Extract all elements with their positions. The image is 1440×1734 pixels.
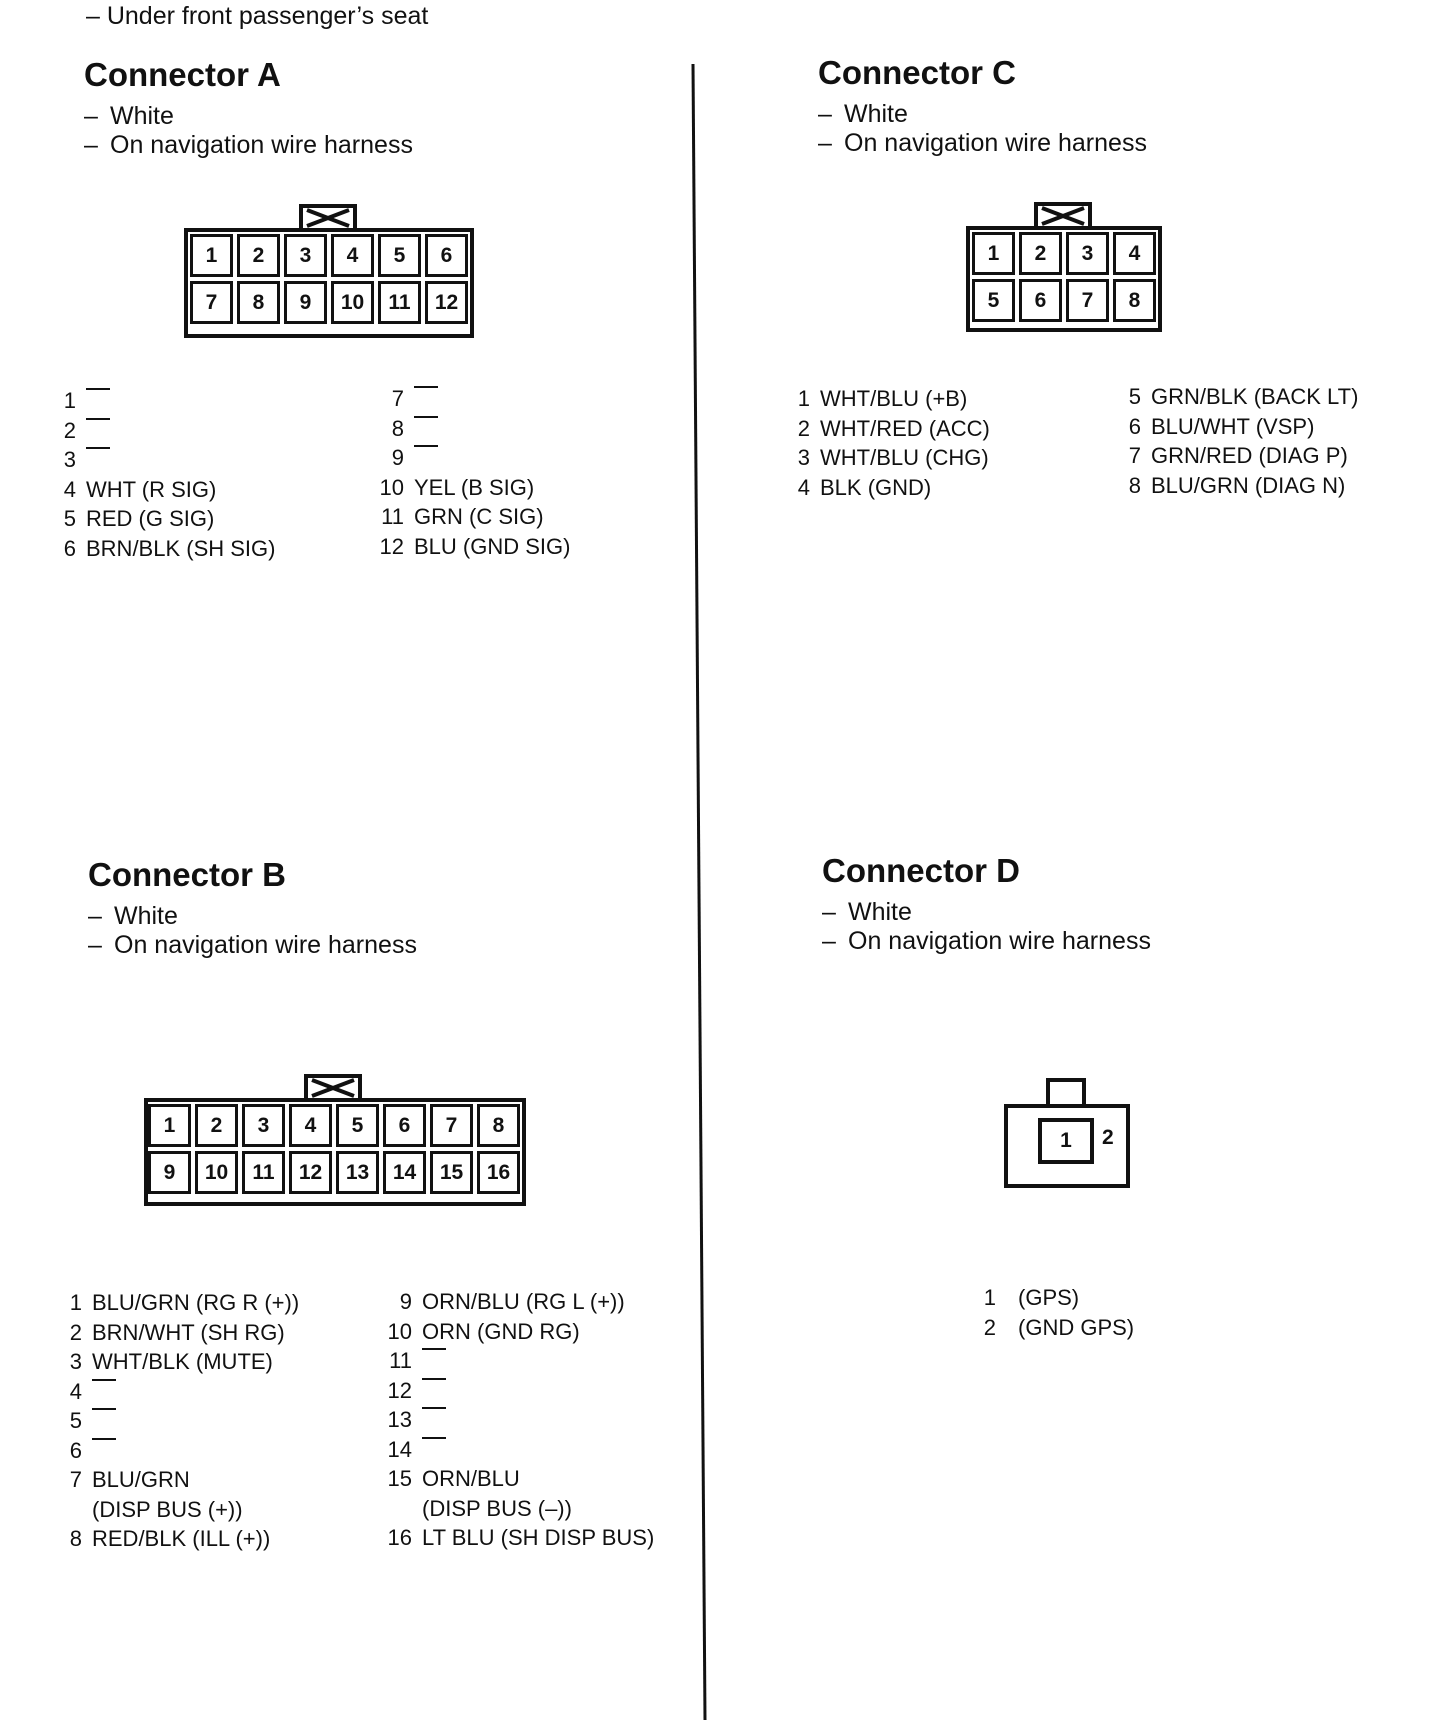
pin-number: 9 <box>399 1289 412 1314</box>
unused-pin-dash <box>92 1438 116 1440</box>
connector-a-pin: 5 <box>378 234 421 277</box>
wire-description: GRN/BLK (BACK LT) <box>1151 384 1359 409</box>
unused-pin-dash <box>422 1437 446 1439</box>
pin-number: 3 <box>797 445 810 470</box>
location-note: – Under front passenger’s seat <box>86 2 429 30</box>
unused-pin-dash <box>86 388 110 390</box>
wire-description: BLU/WHT (VSP) <box>1151 413 1315 439</box>
pin-list-row <box>62 534 275 564</box>
wire-description: GRN (C SIG) <box>414 504 544 529</box>
pin-list-row <box>378 443 570 473</box>
connector-d-pins <box>982 1283 1134 1342</box>
connector-c-pin: 6 <box>1019 279 1062 322</box>
pin-number: 4 <box>797 474 810 500</box>
connector-b-pin: 9 <box>148 1151 191 1194</box>
wire-description: BLK (GND) <box>820 474 932 500</box>
pin-number: 8 <box>391 415 404 441</box>
wire-description: BRN/WHT (SH RG) <box>92 1319 285 1345</box>
pin-number: 8 <box>1128 472 1141 498</box>
pin-number: 3 <box>69 1349 82 1374</box>
wire-description: (GND GPS) <box>1018 1314 1135 1340</box>
connector-a-pin: 10 <box>331 281 374 324</box>
connector-a-pins-right <box>378 384 570 561</box>
pin-number: 16 <box>387 1525 412 1550</box>
pin-list-row <box>1127 441 1358 471</box>
wire-description: YEL (B SIG) <box>414 474 535 500</box>
pin-list-row <box>62 475 275 505</box>
wire-description: WHT (R SIG) <box>86 476 217 502</box>
connector-c-pin: 8 <box>1113 279 1156 322</box>
pin-number: 13 <box>387 1407 412 1432</box>
pin-number: 2 <box>797 415 810 441</box>
connector-a-pin: 3 <box>284 234 327 277</box>
pin-number: 12 <box>379 533 404 559</box>
connector-c-title: Connector C <box>818 54 1016 91</box>
connector-a-color: – White <box>84 102 174 130</box>
connector-b-pin: 15 <box>430 1151 473 1194</box>
pin-list-row <box>796 414 990 444</box>
wire-description: GRN/RED (DIAG P) <box>1151 443 1348 468</box>
connector-b-pin: 8 <box>477 1104 520 1147</box>
pin-list-row <box>386 1317 654 1347</box>
pin-number: 3 <box>63 447 76 472</box>
pin-number: 1 <box>63 388 76 413</box>
connector-b-title: Connector B <box>88 856 286 893</box>
connector-d-section <box>822 852 1151 956</box>
wire-description: WHT/BLU (CHG) <box>820 445 989 470</box>
pin-number: 15 <box>387 1466 412 1491</box>
connector-b-pin: 4 <box>289 1104 332 1147</box>
wire-description: WHT/BLK (MUTE) <box>92 1349 273 1374</box>
pin-list-row <box>378 414 570 444</box>
wire-description: RED (G SIG) <box>86 506 215 531</box>
pin-list-row <box>62 445 275 475</box>
pin-number: 6 <box>1128 413 1141 439</box>
pin-list-row <box>386 1287 654 1317</box>
connector-a-pin: 4 <box>331 234 374 277</box>
pin-list-row <box>982 1283 1134 1313</box>
connector-b-section <box>88 856 417 960</box>
pin-number: 11 <box>381 504 404 529</box>
pin-list-row <box>386 1376 654 1406</box>
pin-list-row <box>62 386 275 416</box>
connector-a-pin: 12 <box>425 281 468 324</box>
connector-b-pin: 1 <box>148 1104 191 1147</box>
pin-list-row <box>1127 471 1358 501</box>
pin-number: 1 <box>69 1290 82 1315</box>
connector-b-pin: 11 <box>242 1151 285 1194</box>
connector-a-pin: 9 <box>284 281 327 324</box>
pin-list-row <box>386 1405 654 1435</box>
connector-c-pin: 3 <box>1066 232 1109 275</box>
pin-list-row <box>378 384 570 414</box>
connector-a-pin: 8 <box>237 281 280 324</box>
pin-number: 5 <box>1128 384 1141 409</box>
pin-number: 7 <box>69 1467 82 1492</box>
connector-c-pin: 5 <box>972 279 1015 322</box>
connector-c-pins-left <box>796 384 990 502</box>
connector-c-pin: 4 <box>1113 232 1156 275</box>
wire-description: ORN (GND RG) <box>422 1318 580 1344</box>
pin-list-row <box>1127 412 1358 442</box>
pin-number: 14 <box>387 1436 412 1462</box>
pin-list-row <box>68 1406 299 1436</box>
pin-number: 9 <box>391 445 404 470</box>
connector-c-section <box>818 54 1147 158</box>
unused-pin-dash <box>422 1348 446 1350</box>
pin-list-row <box>796 473 990 503</box>
pin-list-row <box>68 1436 299 1466</box>
wire-description: BRN/BLK (SH SIG) <box>86 535 276 561</box>
connector-c-location: – On navigation wire harness <box>818 129 1147 157</box>
pin-list-row <box>386 1346 654 1376</box>
wire-description: WHT/RED (ACC) <box>820 415 990 441</box>
connector-b-location: – On navigation wire harness <box>88 931 417 959</box>
connector-c-color: – White <box>818 100 908 128</box>
pin-list-row <box>378 473 570 503</box>
pin-list-row <box>796 443 990 473</box>
connector-b-pin: 12 <box>289 1151 332 1194</box>
pin-number: 10 <box>379 474 404 500</box>
connector-a-pin: 7 <box>190 281 233 324</box>
connector-d-pin-2: 2 <box>1102 1126 1114 1149</box>
pin-list-row <box>796 384 990 414</box>
wire-description: RED/BLK (ILL (+)) <box>92 1526 271 1551</box>
wire-description: (GPS) <box>1018 1285 1080 1310</box>
pin-number: 5 <box>63 506 76 531</box>
connector-c-pins-right <box>1127 382 1358 500</box>
pin-number: 1 <box>797 386 810 411</box>
pin-list-row <box>386 1435 654 1465</box>
connector-b-pin: 5 <box>336 1104 379 1147</box>
pin-list-row <box>68 1288 299 1318</box>
pin-list-row <box>68 1318 299 1348</box>
unused-pin-dash <box>422 1378 446 1380</box>
wire-description: LT BLU (SH DISP BUS) <box>422 1525 655 1550</box>
pin-number: 1 <box>983 1285 996 1310</box>
wire-description: BLU/GRN (DIAG N) <box>1151 472 1346 498</box>
connector-b-pins-right <box>386 1287 654 1553</box>
pin-number: 2 <box>69 1319 82 1345</box>
pin-list-row <box>62 416 275 446</box>
connector-a-pin: 6 <box>425 234 468 277</box>
unused-pin-dash <box>414 445 438 447</box>
unused-pin-dash <box>86 447 110 449</box>
pin-number: 6 <box>69 1437 82 1463</box>
pin-number: 4 <box>63 476 76 502</box>
pin-list-row <box>68 1465 299 1495</box>
connector-b-pin: 6 <box>383 1104 426 1147</box>
connector-b-pin: 16 <box>477 1151 520 1194</box>
connector-b-pin: 10 <box>195 1151 238 1194</box>
wire-description: BLU/GRN (RG R (+)) <box>92 1290 300 1315</box>
wire-description: ORN/BLU (RG L (+)) <box>422 1289 625 1314</box>
pin-number: 10 <box>387 1318 412 1344</box>
connector-c-pin: 2 <box>1019 232 1062 275</box>
unused-pin-dash <box>422 1407 446 1409</box>
pin-number: 5 <box>69 1408 82 1433</box>
unused-pin-dash <box>92 1379 116 1381</box>
connector-b-pin: 14 <box>383 1151 426 1194</box>
wire-description: WHT/BLU (+B) <box>820 386 968 411</box>
wire-description-continued: (DISP BUS (–)) <box>422 1495 572 1521</box>
connector-c-pin: 1 <box>972 232 1015 275</box>
connector-d-location: – On navigation wire harness <box>822 927 1151 955</box>
pin-number: 7 <box>1128 443 1141 468</box>
pin-number: 2 <box>63 417 76 443</box>
wire-description-continued: (DISP BUS (+)) <box>92 1496 243 1522</box>
pin-list-row <box>68 1524 299 1554</box>
pin-list-row <box>386 1464 654 1494</box>
unused-pin-dash <box>86 418 110 420</box>
pin-number: 4 <box>69 1378 82 1404</box>
pin-list-row <box>1127 382 1358 412</box>
connector-d-title: Connector D <box>822 852 1020 889</box>
connector-a-pin: 1 <box>190 234 233 277</box>
wire-description: ORN/BLU <box>422 1466 520 1491</box>
connector-b-color: – White <box>88 902 178 930</box>
connector-a-location: – On navigation wire harness <box>84 131 413 159</box>
wire-description: BLU (GND SIG) <box>414 533 571 559</box>
pin-list-row <box>62 504 275 534</box>
connector-a-pins-left <box>62 386 275 563</box>
pin-list-row <box>982 1313 1134 1343</box>
pin-number: 11 <box>389 1348 412 1373</box>
connector-d-pin-1: 1 <box>1038 1118 1094 1164</box>
pin-list-row <box>378 532 570 562</box>
pin-number: 8 <box>69 1526 82 1551</box>
unused-pin-dash <box>414 416 438 418</box>
pin-list-row <box>378 502 570 532</box>
connector-a-section <box>84 56 413 160</box>
unused-pin-dash <box>414 386 438 388</box>
connector-b-pin: 2 <box>195 1104 238 1147</box>
connector-c-pin: 7 <box>1066 279 1109 322</box>
connector-d-color: – White <box>822 898 912 926</box>
connector-a-title: Connector A <box>84 56 281 93</box>
connector-b-pin: 13 <box>336 1151 379 1194</box>
wire-description: BLU/GRN <box>92 1467 190 1492</box>
connector-a-pin: 11 <box>378 281 421 324</box>
pin-list-row <box>68 1347 299 1377</box>
connector-b-pins-left <box>68 1288 299 1554</box>
pin-list-row <box>386 1523 654 1553</box>
pin-number: 6 <box>63 535 76 561</box>
pin-number: 12 <box>387 1377 412 1403</box>
pin-list-row <box>68 1377 299 1407</box>
unused-pin-dash <box>92 1408 116 1410</box>
pin-number: 2 <box>983 1314 996 1340</box>
pin-number: 7 <box>391 386 404 411</box>
connector-a-pin: 2 <box>237 234 280 277</box>
connector-b-pin: 7 <box>430 1104 473 1147</box>
connector-b-pin: 3 <box>242 1104 285 1147</box>
